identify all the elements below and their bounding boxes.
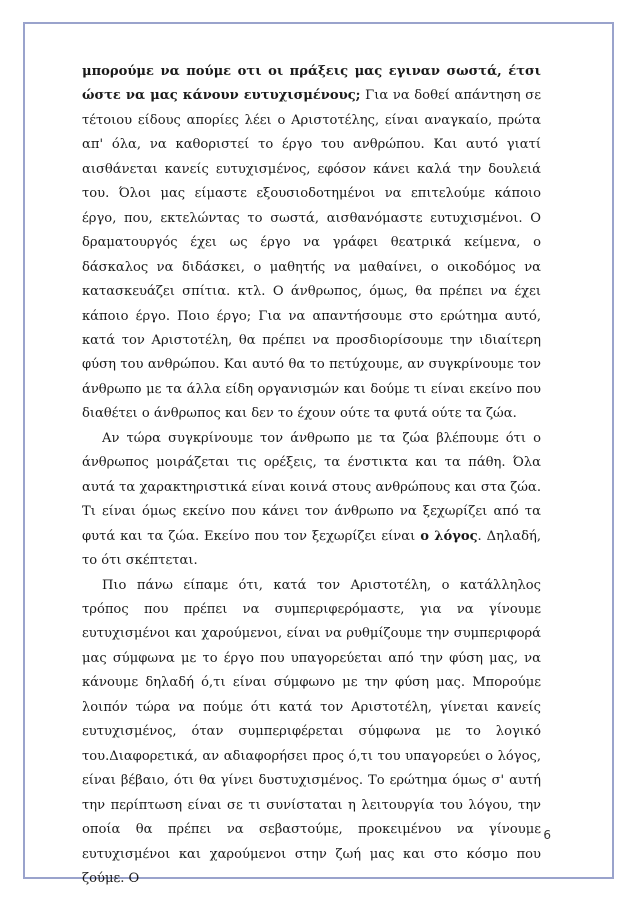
paragraph-text: Αν τώρα συγκρίνουμε τον άνθρωπο με τα ζώα βλέπουμε ότι ο άνθρωπος μοιράζεται τις ορέξεις, τα ένστικτα και τα πάθη. Όλα αυτά τα χαρακτηριστικά είναι κοινά στους ανθρώπους και στα ζώα. Τι είναι όμως εκείνο που κάνει τον άνθρωπο να ξεχωρίζει από τα φυτά και τα ζώα. Εκείνο που τον ξεχωρίζει είναι <box>82 430 541 544</box>
paragraph-3 <box>82 574 541 892</box>
document-body <box>82 60 541 891</box>
paragraph-1 <box>82 60 541 427</box>
page-number: 6 <box>543 828 551 842</box>
bold-question: μπορούμε να πούμε οτι οι πράξεις μας εγιναν σωστά, έτσι ώστε να μας κάνουν ευτυχισμένους; <box>82 64 541 104</box>
paragraph-text: . Δηλαδή, το ότι σκέπτεται. <box>82 528 541 569</box>
paragraph-text: Πιο πάνω είπαμε ότι, κατά τον Αριστοτέλη, ο κατάλληλος τρόπος που πρέπει να συμπεριφερόμαστε, για να γίνουμε ευτυχισμένοι και χαρούμενοι, είναι να ρυθμίζουμε την συμπεριφορά μας σύμφωνα με το έργο που υπαγορεύεται από την φύση μας, να κάνουμε δηλαδή ό,τι είναι σύμφωνο με την φύση μας. Μπορούμε λοιπόν τώρα να πούμε ότι κατά τον Αριστοτέλη, γίνεται κανείς ευτυχισμένος, όταν συμπεριφέρεται σύμφωνα με το λογικό του.Διαφορετικά, αν αδιαφορήσει προς ό,τι του υπαγορεύει ο λόγος, είναι βέβαιο, ότι θα γίνει δυστυχισμένος. Το ερώτημα όμως σ' αυτή την περίπτωση είναι σε τι συνίσταται η λειτουργία του λόγου, την οποία θα πρέπει να σεβαστούμε, προκειμένου να γίνουμε ευτυχισμένοι και χαρούμενοι στην ζωή μας και στο κόσμο που ζούμε. Ο <box>82 577 541 886</box>
paragraph-2 <box>82 427 541 574</box>
bold-term-logos: ο λόγος <box>420 528 478 544</box>
paragraph-text: Για να δοθεί απάντηση σε τέτοιου είδους απορίες λέει ο Αριστοτέλης, είναι αναγκαίο, πρώτα απ' όλα, να καθοριστεί το έργο του ανθρώπου. Και αυτό γιατί αισθάνεται κανείς ευτυχισμένος, εφόσον κάνει καλά την δουλειά του. Όλοι μας είμαστε εξουσιοδοτημένοι να επιτελούμε κάποιο έργο, που, εκτελώντας το σωστά, αισθανόμαστε ευτυχισμένοι. Ο δραματουργός έχει ως έργο να γράφει θεατρικά κείμενα, ο δάσκαλος να διδάσκει, ο μαθητής να μαθαίνει, ο οικοδόμος να κατασκευάζει σπίτια. κτλ. Ο άνθρωπος, όμως, θα πρέπει να έχει κάποιο έργο. Ποιο έργο; Για να απαντήσουμε στο ερώτημα αυτό, κατά τον Αριστοτέλη, θα πρέπει να προσδιορίσουμε την ιδιαίτερη φύση του ανθρώπου. Και αυτό θα το πετύχουμε, αν συγκρίνουμε τον άνθρωπο με τα άλλα είδη οργανισμών και δούμε τι είναι εκείνο που διαθέτει ο άνθρωπος και δεν το έχουν ούτε τα φυτά ούτε τα ζώα. <box>82 88 541 422</box>
